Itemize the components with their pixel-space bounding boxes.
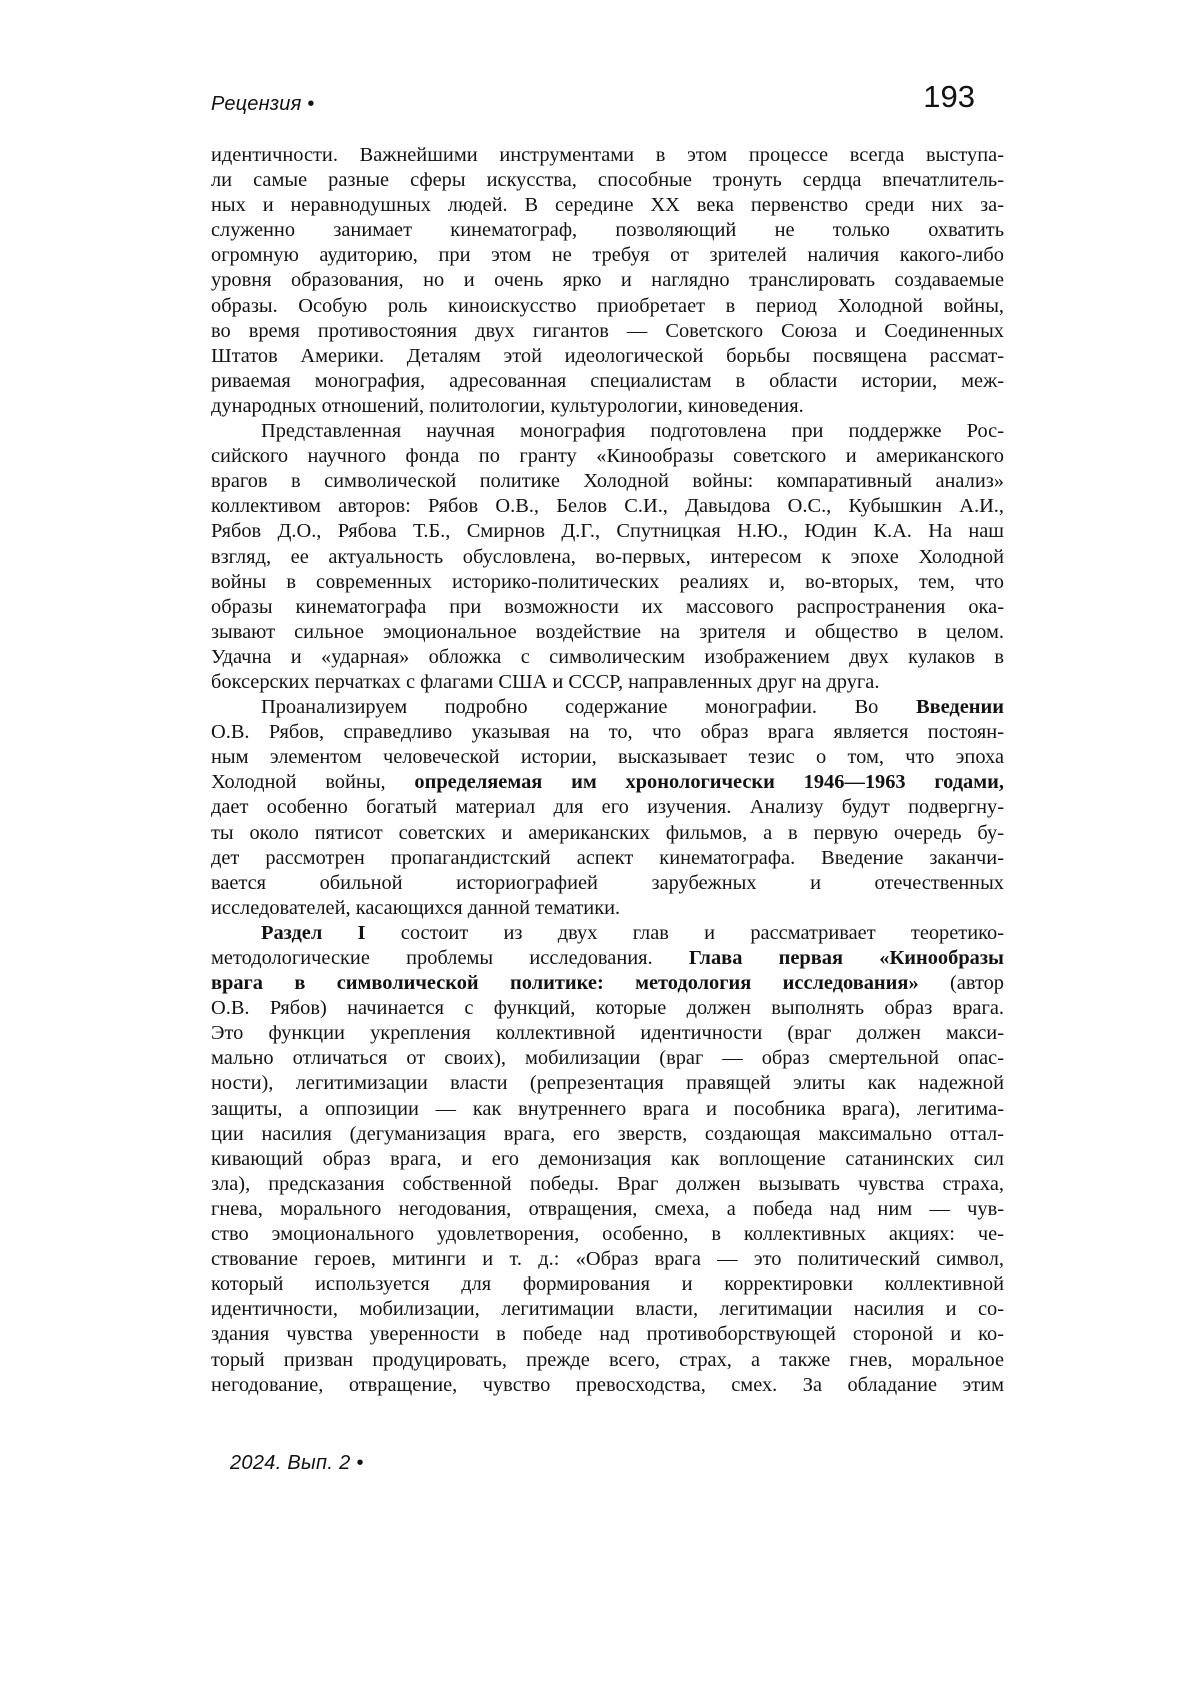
text-run: ли самые разные сферы искусства, способные тронуть сердца впечатлитель-	[211, 169, 1004, 192]
footer-issue-line: 2024. Вып. 2 •	[230, 1452, 364, 1474]
text-line	[211, 1373, 1004, 1398]
text-line	[211, 218, 1004, 243]
text-run: здания чувства уверенности в победе над противоборствующей стороной и ко-	[211, 1323, 1004, 1346]
text-run: исследователей, касающихся данной тематики.	[211, 896, 621, 919]
paragraph	[211, 921, 1004, 1398]
text-line	[211, 1071, 1004, 1096]
text-run: идентичности, мобилизации, легитимации власти, легитимации насилия и со-	[211, 1298, 1004, 1321]
bold-text-run: определяемая им хронологически 1946—1963 годами,	[414, 771, 1004, 794]
text-line	[211, 168, 1004, 193]
text-run: мально отличаться от своих), мобилизации (враг — образ смертельной опас-	[211, 1047, 1004, 1070]
text-line	[211, 545, 1004, 570]
text-run: гнева, морального негодования, отвращения, смеха, а победа над ним — чув-	[211, 1197, 1004, 1220]
text-run: состоит из двух глав и рассматривает теоретико-	[365, 921, 1004, 944]
text-run: Рябов Д.О., Рябова Т.Б., Смирнов Д.Г., Спутницкая Н.Ю., Юдин К.А. На наш	[211, 520, 1004, 543]
text-run: ты около пятисот советских и американских фильмов, а в первую очередь бу-	[211, 821, 1004, 844]
bold-text-run: Глава первая «Кинообразы	[688, 947, 1004, 969]
text-line	[211, 294, 1004, 319]
bold-text-run: Введении	[915, 696, 1004, 719]
text-line	[211, 319, 1004, 344]
text-run: во время противостояния двух гигантов — Советского Союза и Соединенных	[211, 319, 1004, 342]
text-run: ным элементом человеческой истории, высказывает тезис о том, что эпоха	[211, 746, 1004, 769]
text-line	[211, 720, 1004, 745]
text-line	[211, 620, 1004, 645]
text-run: образы кинематографа при возможности их массового распространения ока-	[211, 595, 1004, 618]
text-run: защиты, а оппозиции — как внутреннего врага и пособника врага), легитима-	[211, 1097, 1004, 1120]
bold-text-run: врага в символической политике: методология исследования»	[211, 972, 919, 995]
text-run: дет рассмотрен пропагандистский аспект кинематографа. Введение заканчи-	[211, 846, 1004, 869]
text-run: сийского научного фонда по гранту «Кинообразы советского и американского	[211, 445, 1004, 468]
text-line	[211, 193, 1004, 218]
text-line	[211, 1172, 1004, 1197]
text-run: врагов в символической политике Холодной войны: компаративный анализ»	[211, 470, 1004, 493]
text-line	[211, 795, 1004, 820]
text-run: зывают сильное эмоциональное воздействие на зрителя и общество в целом.	[211, 620, 1004, 643]
text-line	[211, 394, 1004, 419]
text-line	[211, 821, 1004, 846]
text-run: уровня образования, но и очень ярко и наглядно транслировать создаваемые	[211, 269, 1004, 292]
text-run: войны в современных историко-политических реалиях и, во-вторых, тем, что	[211, 570, 1004, 593]
text-run: Штатов Америки. Деталям этой идеологической борьбы посвящена рассмат-	[211, 344, 1004, 367]
text-line	[211, 1097, 1004, 1122]
text-run: Удачна и «ударная» обложка с символическим изображением двух кулаков в	[211, 645, 1004, 668]
running-title: Рецензия •	[211, 93, 315, 115]
text-run: ности), легитимизации власти (репрезентация правящей элиты как надежной	[211, 1072, 1004, 1095]
text-line	[211, 745, 1004, 770]
text-line	[211, 243, 1004, 268]
text-line	[211, 344, 1004, 369]
bold-text-run: Раздел I	[261, 921, 366, 944]
text-run: огромную аудиторию, при этом не требуя от зрителей наличия какого-либо	[211, 244, 1004, 267]
text-line	[211, 971, 1004, 996]
text-run: Холодной войны,	[211, 771, 415, 794]
text-run: дународных отношений, политологии, культурологии, киноведения.	[211, 394, 804, 417]
text-line	[211, 1021, 1004, 1046]
paragraph	[211, 419, 1004, 695]
text-run: дает особенно богатый материал для его изучения. Анализу будут подвергну-	[211, 796, 1004, 819]
text-run: негодование, отвращение, чувство превосходства, смех. За обладание этим	[211, 1373, 1004, 1396]
text-line	[211, 1247, 1004, 1272]
text-run: служенно занимает кинематограф, позволяющий не только охватить	[211, 219, 1004, 242]
text-line	[211, 369, 1004, 394]
text-line	[211, 1046, 1004, 1071]
text-line	[211, 996, 1004, 1021]
page-body	[211, 143, 1004, 1398]
text-run: кивающий образ врага, и его демонизация как воплощение сатанинских сил	[211, 1147, 1004, 1170]
text-line	[211, 268, 1004, 293]
text-line	[211, 494, 1004, 519]
text-line	[211, 1197, 1004, 1222]
text-line	[211, 1348, 1004, 1373]
text-run: (автор	[918, 972, 1005, 995]
text-run: ствование героев, митинги и т. д.: «Образ врага — это политический символ,	[211, 1248, 1004, 1271]
paragraph	[211, 143, 1004, 419]
text-line	[211, 419, 1004, 444]
text-line	[211, 645, 1004, 670]
text-run: который используется для формирования и корректировки коллективной	[211, 1273, 1004, 1296]
text-line	[211, 846, 1004, 871]
text-run: Это функции укрепления коллективной идентичности (враг должен макси-	[211, 1022, 1004, 1045]
text-line	[211, 770, 1004, 795]
text-line	[211, 1272, 1004, 1297]
text-run: вается обильной историографией зарубежных и отечественных	[211, 871, 1004, 894]
text-line	[211, 670, 1004, 695]
text-line	[211, 595, 1004, 620]
text-line	[211, 570, 1004, 595]
text-run: ции насилия (дегуманизация врага, его зверств, создающая максимально оттал-	[211, 1122, 1004, 1145]
text-line	[211, 1122, 1004, 1147]
text-run: боксерских перчатках с флагами США и СССР, направленных друг на друга.	[211, 670, 880, 693]
text-line	[211, 1297, 1004, 1322]
text-line	[211, 695, 1004, 720]
text-run: Проанализируем подробно содержание монографии. Во	[261, 696, 916, 719]
text-run: идентичности. Важнейшими инструментами в этом процессе всегда выступа-	[211, 144, 1004, 166]
text-run: Представленная научная монография подготовлена при поддержке Рос-	[261, 420, 1004, 443]
text-line	[211, 444, 1004, 469]
text-run: торый призван продуцировать, прежде всего, страх, а также гнев, моральное	[211, 1348, 1004, 1371]
text-run: взгляд, ее актуальность обусловлена, во-первых, интересом к эпохе Холодной	[211, 545, 1004, 568]
text-line	[211, 143, 1004, 168]
text-run: О.В. Рябов) начинается с функций, которые должен выполнять образ врага.	[211, 997, 1004, 1020]
paragraph	[211, 695, 1004, 921]
text-line	[211, 921, 1004, 946]
text-line	[211, 469, 1004, 494]
text-run: зла), предсказания собственной победы. Враг должен вызывать чувства страха,	[211, 1172, 1004, 1195]
text-line	[211, 1222, 1004, 1247]
text-run: образы. Особую роль киноискусство приобретает в период Холодной войны,	[211, 294, 1004, 317]
text-run: ных и неравнодушных людей. В середине XX века первенство среди них за-	[211, 194, 1004, 217]
text-line	[211, 946, 1004, 971]
text-run: коллективом авторов: Рябов О.В., Белов С.И., Давыдова О.С., Кубышкин А.И.,	[211, 495, 1004, 518]
text-run: риваемая монография, адресованная специалистам в области истории, меж-	[211, 369, 1004, 392]
text-run: методологические проблемы исследования.	[211, 947, 689, 969]
text-line	[211, 896, 1004, 921]
text-line	[211, 871, 1004, 896]
text-run: ство эмоционального удовлетворения, особенно, в коллективных акциях: че-	[211, 1223, 1004, 1246]
text-line	[211, 1147, 1004, 1172]
page-number: 193	[923, 79, 975, 114]
text-run: О.В. Рябов, справедливо указывая на то, что образ врага является постоян-	[211, 721, 1004, 744]
text-line	[211, 519, 1004, 544]
text-line	[211, 1322, 1004, 1347]
